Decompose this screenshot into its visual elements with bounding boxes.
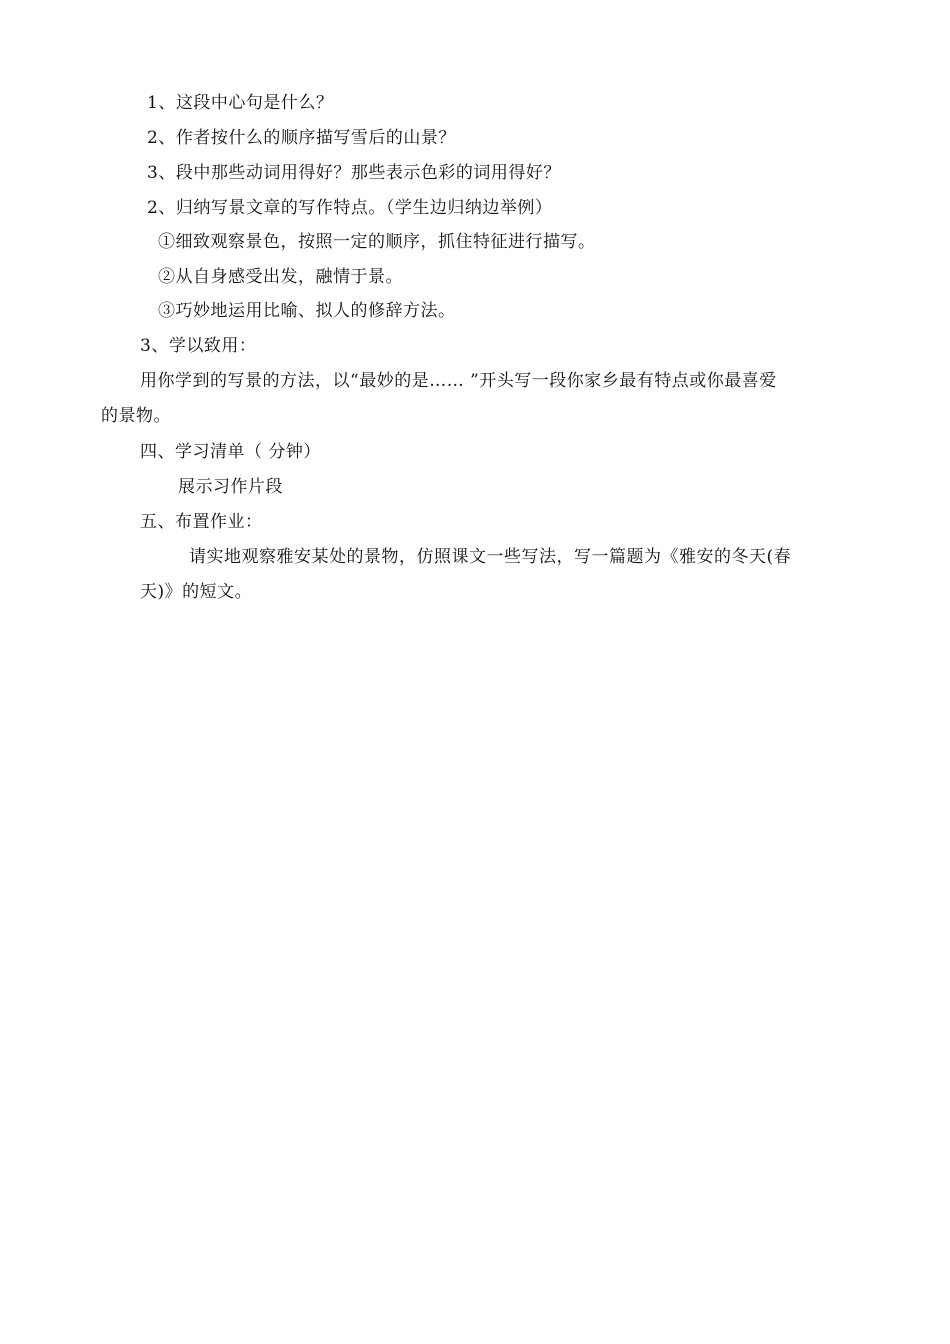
homework-paragraph-line-2: 天)》的短文。 [140,582,253,602]
feature-item-2: ②从自身感受出发，融情于景。 [158,267,403,287]
checklist-item: 展示习作片段 [178,477,283,497]
feature-item-1: ①细致观察景色，按照一定的顺序，抓住特征进行描写。 [158,232,596,252]
question-2: 2、作者按什么的顺序描写雪后的山景？ [147,128,456,148]
question-3: 3、段中那些动词用得好？那些表示色彩的词用得好？ [147,163,561,183]
section-heading-apply: 3、学以致用： [140,336,257,356]
apply-paragraph-line-1: 用你学到的写景的方法，以“最妙的是…… ”开头写一段你家乡最有特点或你最喜爱 [140,371,777,391]
section-heading-homework: 五、布置作业： [140,512,263,532]
feature-item-3: ③巧妙地运用比喻、拟人的修辞方法。 [158,301,456,321]
homework-paragraph-line-1: 请实地观察雅安某处的景物，仿照课文一些写法，写一篇题为《雅安的冬天(春 [189,547,792,567]
section-heading-features: 2、归纳写景文章的写作特点。（学生边归纳边举例） [147,198,553,218]
apply-paragraph-line-2: 的景物。 [101,406,171,426]
question-1: 1、这段中心句是什么？ [147,93,334,113]
section-heading-checklist: 四、学习清单（ 分钟） [140,442,321,462]
